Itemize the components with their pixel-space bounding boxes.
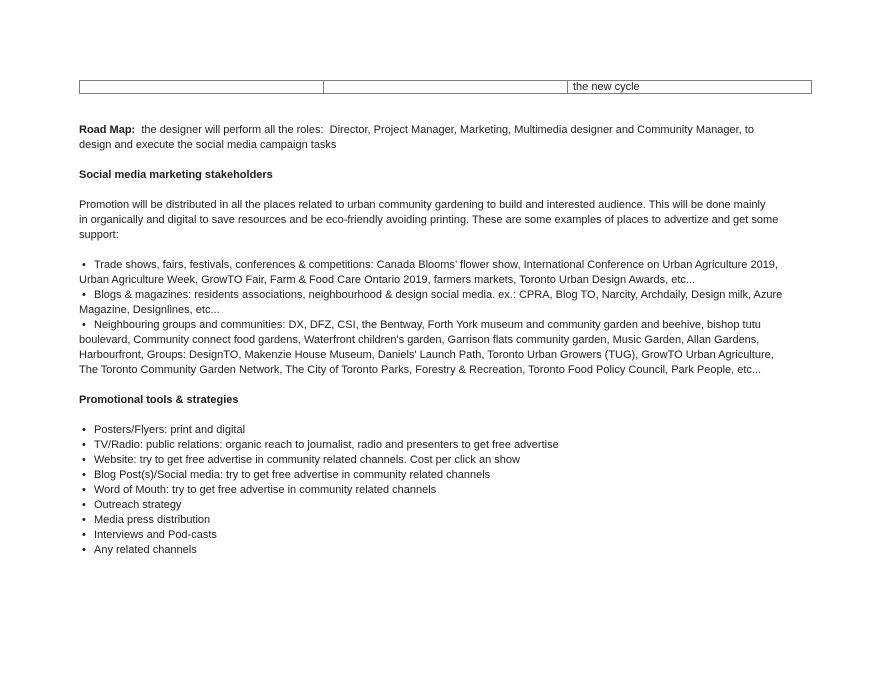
- list-item-text: Outreach strategy: [94, 499, 182, 511]
- bullet-icon: •: [82, 319, 86, 331]
- list-item-text: Interviews and Pod-casts: [94, 529, 217, 541]
- document-body: [79, 123, 824, 573]
- list-item-text: Website: try to get free advertise in community related channels. Cost per click an show: [94, 454, 520, 466]
- list-item-line: [79, 318, 824, 333]
- list-item: [79, 483, 824, 498]
- bullet-icon: •: [82, 469, 86, 481]
- list-item: [79, 528, 824, 543]
- list-item: [79, 468, 824, 483]
- list-item: [79, 288, 824, 318]
- bullet-icon: •: [82, 259, 86, 271]
- stakeholders-heading: [79, 168, 824, 183]
- list-item-text: Word of Mouth: try to get free advertise in community related channels: [94, 484, 437, 496]
- bullet-icon: •: [82, 544, 86, 556]
- tools-heading: [79, 393, 824, 408]
- list-item-text: Blog Post(s)/Social media: try to get free advertise in community related channels: [94, 469, 491, 481]
- list-item-line: [79, 288, 824, 303]
- tools-list: [79, 423, 824, 558]
- bullet-icon: •: [82, 424, 86, 436]
- list-item: [79, 543, 824, 558]
- bullet-icon: •: [82, 529, 86, 541]
- road-map-line-1-text: the designer will perform all the roles: Director, Project Manager, Marketing, Multimedia designer and Community Manager, to: [135, 124, 754, 136]
- promotion-line-2: in organically and digital to save resources and be eco-friendly avoiding printing. These are some examples of places to advertize and get some: [79, 214, 779, 226]
- places-list: [79, 258, 824, 378]
- promotion-line-3: support:: [79, 229, 119, 241]
- promotion-line-1: Promotion will be distributed in all the places related to urban community gardening to build and interested audience. This will be done mainly: [79, 199, 766, 211]
- list-item: [79, 423, 824, 438]
- list-item-text: Trade shows, fairs, festivals, conferences & competitions: Canada Blooms’ flower show, International Conference on Urban Agriculture 2019,: [94, 259, 778, 271]
- list-item: [79, 318, 824, 378]
- list-item-text: Blogs & magazines: residents associations, neighbourhood & design social media. ex.: CPRA, Blog TO, Narcity, Archdaily, Design milk, Azure: [94, 289, 783, 301]
- list-item-text: Neighbouring groups and communities: DX, DFZ, CSI, the Bentway, Forth York museum and community garden and beehive, bishop tutu: [94, 319, 761, 331]
- table-cell-3: the new cycle: [567, 81, 811, 93]
- bullet-icon: •: [82, 514, 86, 526]
- list-item-wrap-line: Urban Agriculture Week, GrowTO Fair, Farm & Food Care Ontario 2019, farmers markets, Toronto Urban Design Awards, etc...: [79, 274, 696, 286]
- tools-heading-text: Promotional tools & strategies: [79, 394, 239, 406]
- road-map-line-1: [79, 123, 824, 138]
- road-map-label: Road Map:: [79, 124, 136, 136]
- top-table-row: [79, 80, 812, 94]
- bullet-icon: •: [82, 499, 86, 511]
- promotion-paragraph: [79, 198, 824, 243]
- road-map-paragraph: [79, 123, 824, 153]
- list-item: [79, 438, 824, 453]
- stakeholders-heading-text: Social media marketing stakeholders: [79, 169, 273, 181]
- list-item: [79, 258, 824, 288]
- list-item: [79, 513, 824, 528]
- bullet-icon: •: [82, 454, 86, 466]
- list-item-text: TV/Radio: public relations: organic reach to journalist, radio and presenters to get free advertise: [94, 439, 559, 451]
- list-item: [79, 453, 824, 468]
- table-cell-1: [80, 81, 323, 93]
- bullet-icon: •: [82, 484, 86, 496]
- bullet-icon: •: [82, 289, 86, 301]
- bullet-icon: •: [82, 439, 86, 451]
- list-item-wrap-line: Harbourfront, Groups: DesignTO, Makenzie House Museum, Daniels' Launch Path, Toronto Urban Growers (TUG), GrowTO Urban Agriculture,: [79, 349, 774, 361]
- list-item-text: Media press distribution: [94, 514, 211, 526]
- table-cell-2: [323, 81, 567, 93]
- list-item-text: Posters/Flyers: print and digital: [94, 424, 246, 436]
- list-item-wrap-line: boulevard, Community connect food gardens, Waterfront children's garden, Garrison flats community garden, Music Garden, Allan Gardens,: [79, 334, 760, 346]
- list-item-line: [79, 258, 824, 273]
- list-item-wrap-line: Magazine, Designlines, etc...: [79, 304, 220, 316]
- list-item: [79, 498, 824, 513]
- list-item-wrap-line: The Toronto Community Garden Network, The City of Toronto Parks, Forestry & Recreation, Toronto Food Policy Council, Park People, etc...: [79, 364, 762, 376]
- list-item-text: Any related channels: [94, 544, 197, 556]
- road-map-line-2: design and execute the social media campaign tasks: [79, 139, 337, 151]
